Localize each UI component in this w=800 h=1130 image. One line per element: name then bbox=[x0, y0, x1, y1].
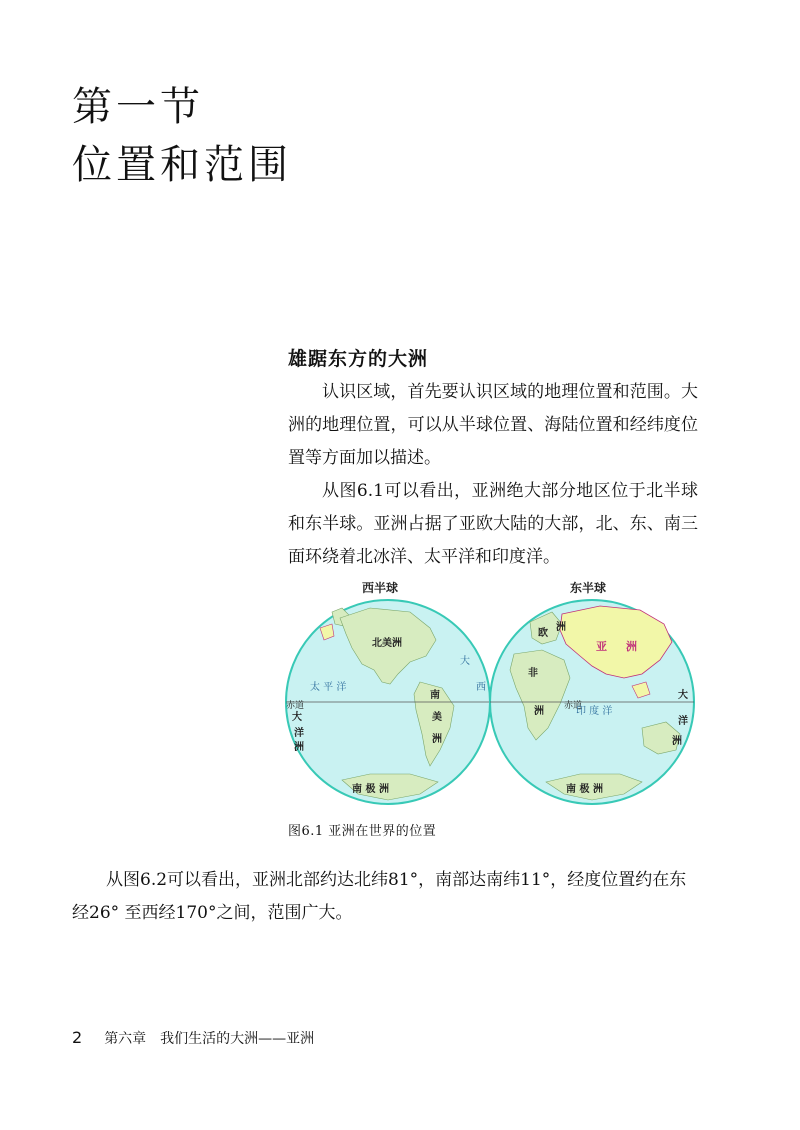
label-atlantic-west-2: 西 bbox=[476, 682, 486, 693]
figure-caption: 图6.1 亚洲在世界的位置 bbox=[288, 824, 437, 839]
label-antarctica-east: 南 极 洲 bbox=[566, 784, 603, 795]
chapter-title: 第六章 我们生活的大洲——亚洲 bbox=[104, 1031, 315, 1047]
west-hemisphere bbox=[286, 600, 490, 804]
label-antarctica-west: 南 极 洲 bbox=[352, 784, 389, 795]
label-europe-2: 洲 bbox=[556, 622, 566, 633]
label-south-america-1: 南 bbox=[430, 690, 440, 701]
section-number: 第一节 bbox=[72, 84, 204, 130]
hemisphere-map bbox=[280, 578, 700, 810]
page-footer bbox=[72, 1028, 314, 1048]
label-equator-east: 赤道 bbox=[564, 701, 583, 711]
paragraph-3: 从图6.2可以看出，亚洲北部约达北纬81°，南部达南纬11°，经度位置约在东经26° 至西经170°之间，范围广大。 bbox=[72, 870, 687, 923]
label-africa-1: 非 bbox=[528, 668, 538, 679]
label-indian-ocean: 印 度 洋 bbox=[576, 706, 613, 717]
label-oceania-2: 洋 bbox=[678, 716, 688, 727]
label-asia-2: 洲 bbox=[626, 640, 637, 653]
label-pacific-west: 太 平 洋 bbox=[310, 682, 347, 693]
west-hemisphere-title: 西半球 bbox=[362, 581, 399, 595]
label-oceania-west-3: 洲 bbox=[294, 742, 304, 753]
label-oceania-west-1: 大 bbox=[292, 712, 302, 723]
hemisphere-map-figure bbox=[280, 578, 700, 810]
subsection-heading: 雄踞东方的大洲 bbox=[288, 348, 429, 370]
east-hemisphere bbox=[490, 600, 694, 804]
label-equator-west: 赤道 bbox=[286, 701, 305, 711]
label-oceania-3: 洲 bbox=[672, 736, 682, 747]
section-title bbox=[72, 78, 292, 194]
label-asia-1: 亚 bbox=[596, 640, 607, 653]
paragraph-1: 认识区域，首先要认识区域的地理位置和范围。大洲的地理位置，可以从半球位置、海陆位置和经纬度位置等方面加以描述。 bbox=[288, 382, 698, 468]
label-oceania-west-2: 洋 bbox=[294, 728, 304, 739]
page-number: 2 bbox=[72, 1028, 83, 1047]
label-atlantic-west-1: 大 bbox=[460, 656, 470, 667]
section-name: 位置和范围 bbox=[72, 142, 292, 188]
label-africa-2: 洲 bbox=[534, 706, 544, 717]
label-oceania-1: 大 bbox=[678, 690, 688, 701]
paragraph-2: 从图6.1可以看出，亚洲绝大部分地区位于北半球和东半球。亚洲占据了亚欧大陆的大部，北、东、南三面环绕着北冰洋、太平洋和印度洋。 bbox=[288, 481, 698, 567]
east-hemisphere-title: 东半球 bbox=[570, 581, 607, 595]
label-north-america: 北美洲 bbox=[372, 638, 402, 649]
label-south-america-2: 美 bbox=[432, 712, 442, 723]
label-europe-1: 欧 bbox=[538, 628, 548, 639]
label-south-america-3: 洲 bbox=[432, 734, 442, 745]
